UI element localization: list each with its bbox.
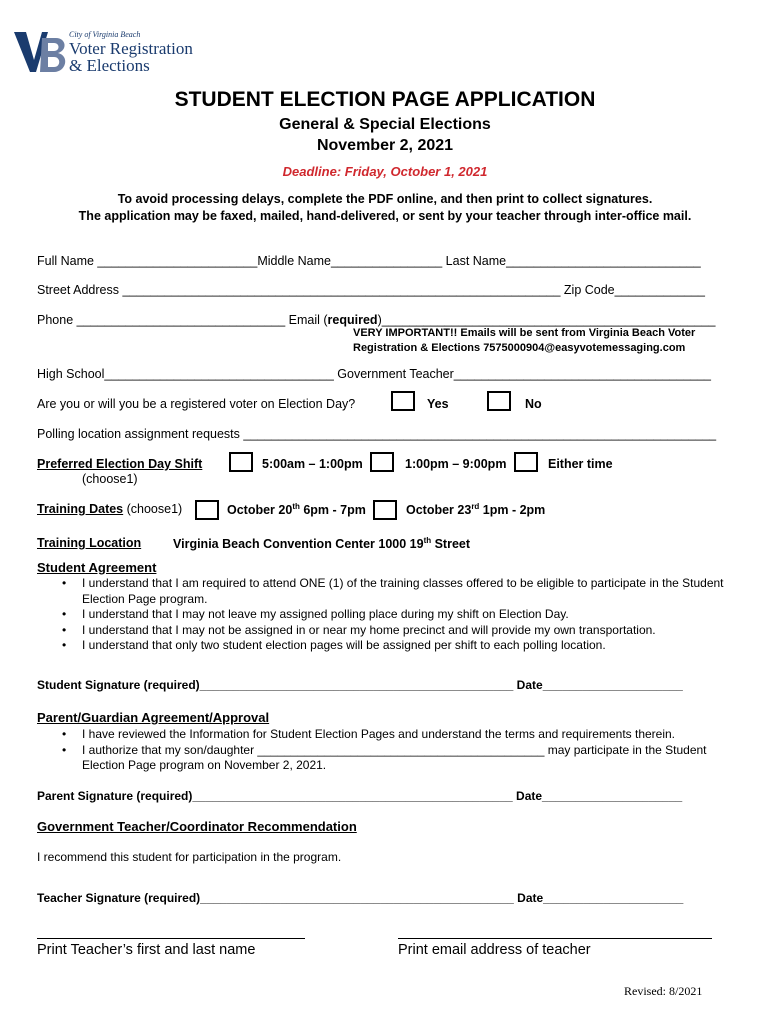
training-oct20-label (227, 502, 366, 517)
teacher-recommendation-heading: Government Teacher/Coordinator Recommendation (37, 819, 357, 834)
vb-monogram-icon (12, 28, 72, 76)
student-agreement-list (62, 576, 732, 654)
shift-evening-label: 1:00pm – 9:00pm (405, 457, 507, 471)
phone-email-field[interactable] (37, 313, 715, 327)
logo-city-text: City of Virginia Beach (69, 30, 141, 39)
training-oct23-label (406, 502, 545, 517)
high-school-field[interactable]: High School_________________________________ Government Teacher_____________________________________ (37, 367, 712, 381)
list-item: • I understand that I may not be assigned in or near my home precinct and will provide my own transportation. (62, 623, 732, 639)
training-location-label: Training Location (37, 536, 142, 550)
teacher-signature-field[interactable]: Teacher Signature (required)_______________________________________________ Date_____________________ (37, 891, 684, 905)
training-oct20-date: October 20 (227, 503, 293, 518)
registered-voter-question: Are you or will you be a registered voter on Election Day? (37, 397, 356, 411)
deadline-text: Deadline: Friday, October 1, 2021 (282, 164, 488, 179)
logo (12, 28, 212, 78)
training-oct20-time: 6pm - 7pm (299, 503, 366, 518)
list-item: • I have reviewed the Information for Student Election Pages and understand the terms and requirements therein. (62, 727, 742, 743)
training-oct20-sup: th (292, 502, 300, 511)
page-subtitle: General & Special Elections (279, 116, 491, 133)
email-required-label: required (327, 313, 378, 327)
teacher-recommend-text: I recommend this student for participation in the program. (37, 850, 342, 864)
list-item: • I understand that only two student election pages will be assigned per shift to each polling location. (62, 638, 732, 654)
training-dates-label: Training Dates (37, 502, 124, 516)
training-oct23-date: October 23 (406, 503, 472, 518)
training-oct23-time: 1pm - 2pm (479, 503, 546, 518)
parent-signature-field[interactable]: Parent Signature (required)________________________________________________ Date_____________________ (37, 789, 683, 803)
training-location-street: Street (431, 537, 471, 552)
training-location-sup: th (423, 536, 432, 545)
logo-line2: & Elections (69, 56, 150, 75)
list-item: • I authorize that my son/daughter ___________________________________________ may participate in the Student Election Page program on November 2, 2021. (62, 743, 742, 774)
phone-email-prefix: Phone ______________________________ Email ( (37, 313, 328, 327)
election-date: November 2, 2021 (316, 137, 454, 154)
parent-agreement-heading: Parent/Guardian Agreement/Approval (37, 710, 270, 725)
teacher-email-line[interactable] (398, 938, 712, 939)
training-location-text: Virginia Beach Convention Center 1000 19 (173, 537, 424, 552)
full-name-field[interactable]: Full Name _______________________Middle Name________________ Last Name____________________________ (37, 254, 701, 268)
email-note-line2: Registration & Elections 7575000904@easyvotemessaging.com (353, 342, 686, 354)
training-oct20-checkbox[interactable] (195, 500, 219, 520)
print-teacher-name-label: Print Teacher’s first and last name (37, 942, 256, 958)
yes-checkbox[interactable] (391, 391, 415, 411)
page-title: STUDENT ELECTION PAGE APPLICATION (174, 88, 596, 111)
shift-either-checkbox[interactable] (514, 452, 538, 472)
email-note-line1: VERY IMPORTANT!! Emails will be sent from Virginia Beach Voter (353, 327, 696, 339)
shift-morning-checkbox[interactable] (229, 452, 253, 472)
shift-evening-checkbox[interactable] (370, 452, 394, 472)
shift-label: Preferred Election Day Shift (37, 457, 203, 471)
training-dates-row (37, 502, 182, 516)
yes-label: Yes (427, 397, 449, 411)
revision-date: Revised: 8/2021 (624, 984, 703, 998)
shift-choose-hint: (choose1) (82, 472, 138, 486)
training-location-value (173, 536, 470, 551)
no-label: No (525, 397, 542, 411)
shift-morning-label: 5:00am – 1:00pm (262, 457, 363, 471)
street-address-field[interactable]: Street Address _______________________________________________________________ Zip Code_____________ (37, 283, 705, 297)
logo-line1: Voter Registration (69, 39, 193, 58)
polling-location-field[interactable]: Polling location assignment requests ____________________________________________________________________ (37, 427, 717, 441)
teacher-name-line[interactable] (37, 938, 305, 939)
list-item: • I understand that I am required to attend ONE (1) of the training classes offered to be eligible to participate in the Student Election Page program. (62, 576, 732, 607)
shift-either-label: Either time (548, 457, 613, 471)
print-teacher-email-label: Print email address of teacher (398, 942, 591, 958)
training-oct23-sup: rd (471, 502, 480, 511)
student-agreement-heading: Student Agreement (37, 560, 157, 575)
training-choose-hint: (choose1) (123, 502, 183, 516)
student-signature-field[interactable]: Student Signature (required)_______________________________________________ Date_____________________ (37, 678, 683, 692)
training-oct23-checkbox[interactable] (373, 500, 397, 520)
parent-agreement-list (62, 727, 742, 774)
list-item: • I understand that I may not leave my assigned polling place during my shift on Election Day. (62, 607, 732, 623)
instructions-line1: To avoid processing delays, complete the PDF online, and then print to collect signatures. (117, 192, 653, 206)
no-checkbox[interactable] (487, 391, 511, 411)
instructions-line2: The application may be faxed, mailed, hand-delivered, or sent by your teacher through inter-office mail. (78, 209, 692, 223)
phone-email-suffix: )________________________________________________ (377, 313, 716, 327)
